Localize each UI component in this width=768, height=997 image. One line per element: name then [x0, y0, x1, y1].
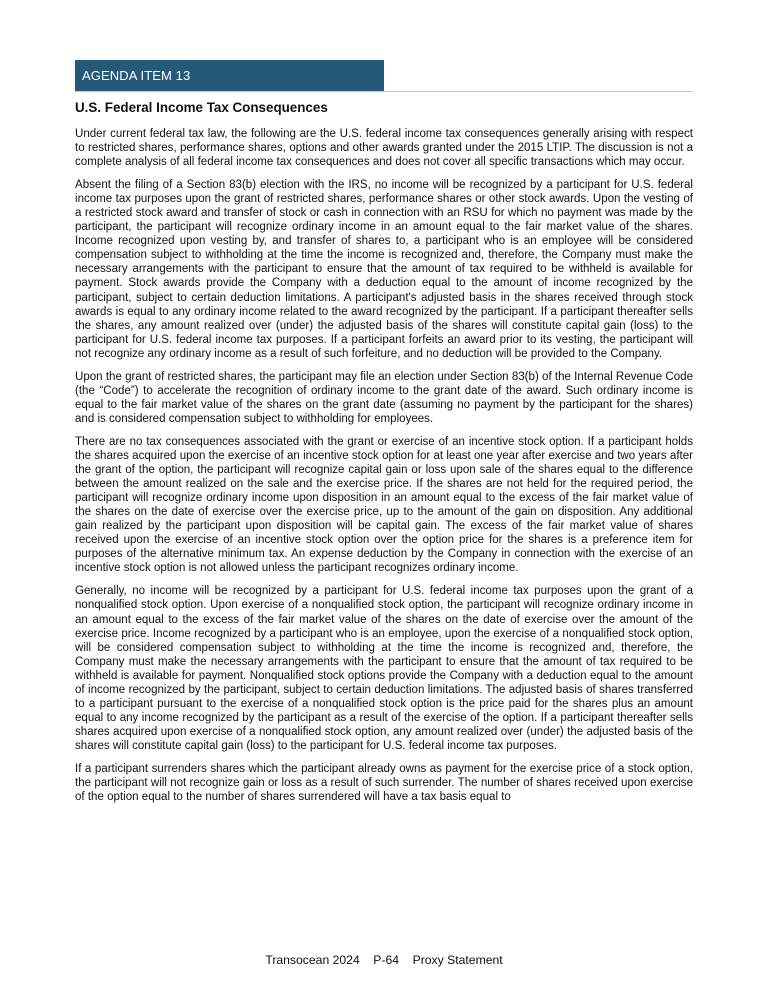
paragraph-intro: Under current federal tax law, the following are the U.S. federal income tax consequences generally arising with respect to restricted shares, performance shares, options and other awards granted under the 2015 LTIP. The discussion is not a complete analysis of all federal income tax consequences and does not cover all specific transactions which may occur. [75, 128, 693, 169]
paragraph-incentive-stock-option: There are no tax consequences associated with the grant or exercise of an incentive stock option. If a participant holds the shares acquired upon the exercise of an incentive stock option for at least one year after exercise and two years after the grant of the option, the participant will recognize capital gain or loss upon sale of the shares equal to the difference between the amount realized on the sale and the exercise price. If the shares are not held for the required period, the participant will recognize ordinary income upon disposition in an amount equal to the excess of the fair market value of the shares on the date of exercise over the exercise price, up to the amount of the gain on disposition. Any additional gain realized by the participant upon disposition will be capital gain. The excess of the fair market value of shares received upon the exercise of an incentive stock option over the option price for the shares is a preference item for purposes of the alternative minimum tax. An expense deduction by the Company in connection with the exercise of an incentive stock option is not allowed unless the participant recognizes ordinary income. [75, 435, 693, 575]
section-title: U.S. Federal Income Tax Consequences [75, 100, 328, 115]
paragraph-section-83b: Upon the grant of restricted shares, the participant may file an election under Section 83(b) of the Internal Revenue Code (the “Code”) to accelerate the recognition of ordinary income to the grant date of the award. Such ordinary income is equal to the fair market value of the shares on the grant date (assuming no payment by the participant for the shares) and is considered compensation subject to withholding for employees. [75, 370, 693, 425]
agenda-header-row [75, 60, 693, 92]
main-content [75, 100, 693, 813]
agenda-item-banner: AGENDA ITEM 13 [75, 60, 384, 91]
paragraph-nonqualified-stock-option: Generally, no income will be recognized by a participant for U.S. federal income tax purposes upon the grant of a nonqualified stock option. Upon exercise of a nonqualified stock option, the participant will recognize ordinary income in an amount equal to the excess of the fair market value of the shares on the date of exercise over the amount of the exercise price. Income recognized by a participant who is an employee, upon the exercise of a nonqualified stock option, will be considered compensation subject to withholding at the time the income is recognized and, therefore, the Company must make the necessary arrangements with the participant to ensure that the amount of tax required to be withheld is available for payment. Nonqualified stock options provide the Company with a deduction equal to the amount of income recognized by the participant, subject to certain deduction limitations. The adjusted basis of shares transferred to a participant pursuant to the exercise of a nonqualified stock option is the price paid for the shares plus an amount equal to any income recognized by the participant as a result of the exercise of the option. If a participant thereafter sells shares acquired upon exercise of a nonqualified stock option, any amount realized over (under) the adjusted basis of the shares will constitute capital gain (loss) to the participant for U.S. federal income tax purposes. [75, 585, 693, 752]
footer-document-name: Proxy Statement [412, 953, 503, 967]
footer-company-year: Transocean 2024 [265, 953, 360, 967]
page-footer [0, 953, 768, 967]
paragraph-stock-awards: Absent the filing of a Section 83(b) election with the IRS, no income will be recognized by a participant for U.S. federal income tax purposes upon the grant of restricted shares, performance shares or other stock awards. Upon the vesting of a restricted stock award and transfer of stock or cash in connection with an RSU for which no payment was made by the participant, the participant will recognize ordinary income in an amount equal to the fair market value of the shares. Income recognized upon vesting by, and transfer of shares to, a participant who is an employee will be considered compensation subject to withholding at the time the income is recognized and, therefore, the Company must make the necessary arrangements with the participant to ensure that the amount of tax required to be withheld is available for payment. Stock awards provide the Company with a deduction equal to the amount of income recognized by the participant, subject to certain deduction limitations. A participant's adjusted basis in the shares received through stock awards is equal to any ordinary income related to the award recognized by the participant. If a participant thereafter sells the shares, any amount realized over (under) the adjusted basis of the shares will constitute capital gain (loss) to the participant for U.S. federal income tax purposes. If a participant forfeits an award prior to its vesting, the participant will not recognize any ordinary income as a result of such forfeiture, and no deduction will be provided to the Company. [75, 179, 693, 360]
footer-page-number: P-64 [373, 953, 400, 967]
paragraph-share-surrender: If a participant surrenders shares which the participant already owns as payment for the exercise price of a stock option, the participant will not recognize gain or loss as a result of such surrender. The number of shares received upon exercise of the option equal to the number of shares surrendered will have a tax basis equal to [75, 762, 693, 804]
